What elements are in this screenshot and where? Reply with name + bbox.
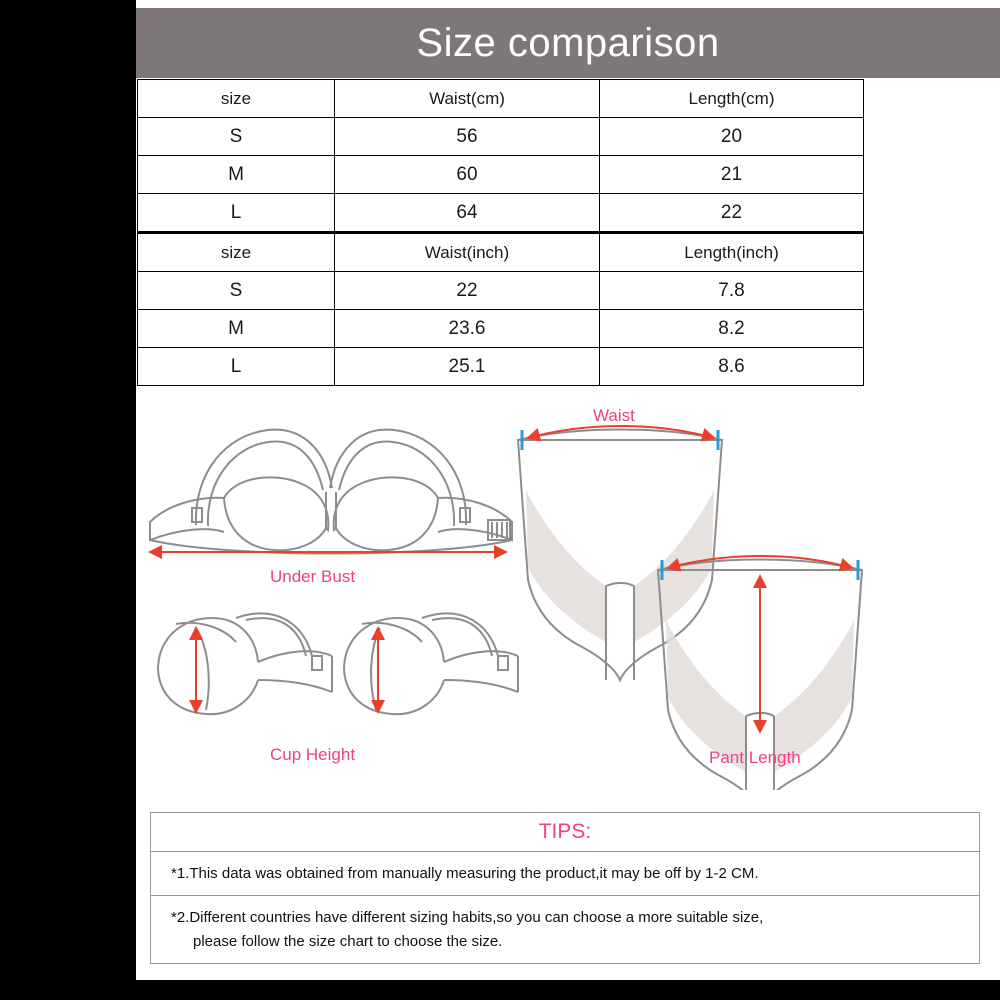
label-under-bust: Under Bust [270,567,356,586]
measurement-diagrams [136,380,1000,790]
table-row [138,156,864,194]
cell-length: 7.8 [600,272,864,310]
header-cell-length-inch: Length(inch) [600,233,864,272]
header-cell-size-cm: size [138,80,335,118]
table-row-header-inch [138,233,864,272]
cell-length: 20 [600,118,864,156]
tips-line-2-part-2: please follow the size chart to choose the size. [193,932,503,950]
label-pant-length: Pant Length [709,748,801,767]
cell-waist: 25.1 [335,348,600,386]
diagram-svg [136,380,1000,790]
header-cell-waist-inch: Waist(inch) [335,233,600,272]
cell-size: S [138,118,335,156]
bra-side-left-illustration [158,613,332,714]
cell-waist: 56 [335,118,600,156]
cell-size: S [138,272,335,310]
bra-side-right-illustration [344,613,518,714]
header-cell-length-cm: Length(cm) [600,80,864,118]
table-row [138,272,864,310]
tips-box [150,812,980,964]
cell-length: 8.2 [600,310,864,348]
size-table [137,79,864,386]
cell-waist: 64 [335,194,600,233]
size-table-container [137,79,997,386]
page-title: Size comparison [416,20,720,65]
cell-size: L [138,348,335,386]
content-sheet [136,0,1000,980]
bra-front-illustration [150,430,512,554]
table-row-header-cm [138,80,864,118]
header-cell-size-inch: size [138,233,335,272]
cell-size: M [138,156,335,194]
label-waist: Waist [593,406,635,425]
waist-arrow [528,426,714,438]
table-row [138,310,864,348]
cell-length: 8.6 [600,348,864,386]
panty-waist-illustration [518,430,722,681]
cell-waist: 60 [335,156,600,194]
cell-size: L [138,194,335,233]
cell-size: M [138,310,335,348]
cell-length: 22 [600,194,864,233]
cell-length: 21 [600,156,864,194]
tips-line-2-part-1: *2.Different countries have different sizing habits,so you can choose a more suitable size, [171,909,764,927]
tips-line-1: *1.This data was obtained from manually measuring the product,it may be off by 1-2 CM. [151,852,979,896]
table-row [138,194,864,233]
title-bar [136,8,1000,78]
header-cell-waist-cm: Waist(cm) [335,80,600,118]
tips-heading: TIPS: [538,820,592,843]
cell-waist: 23.6 [335,310,600,348]
tips-heading-row [151,813,979,852]
table-row [138,118,864,156]
tips-line-2 [151,896,979,963]
cell-waist: 22 [335,272,600,310]
label-cup-height: Cup Height [270,745,356,764]
